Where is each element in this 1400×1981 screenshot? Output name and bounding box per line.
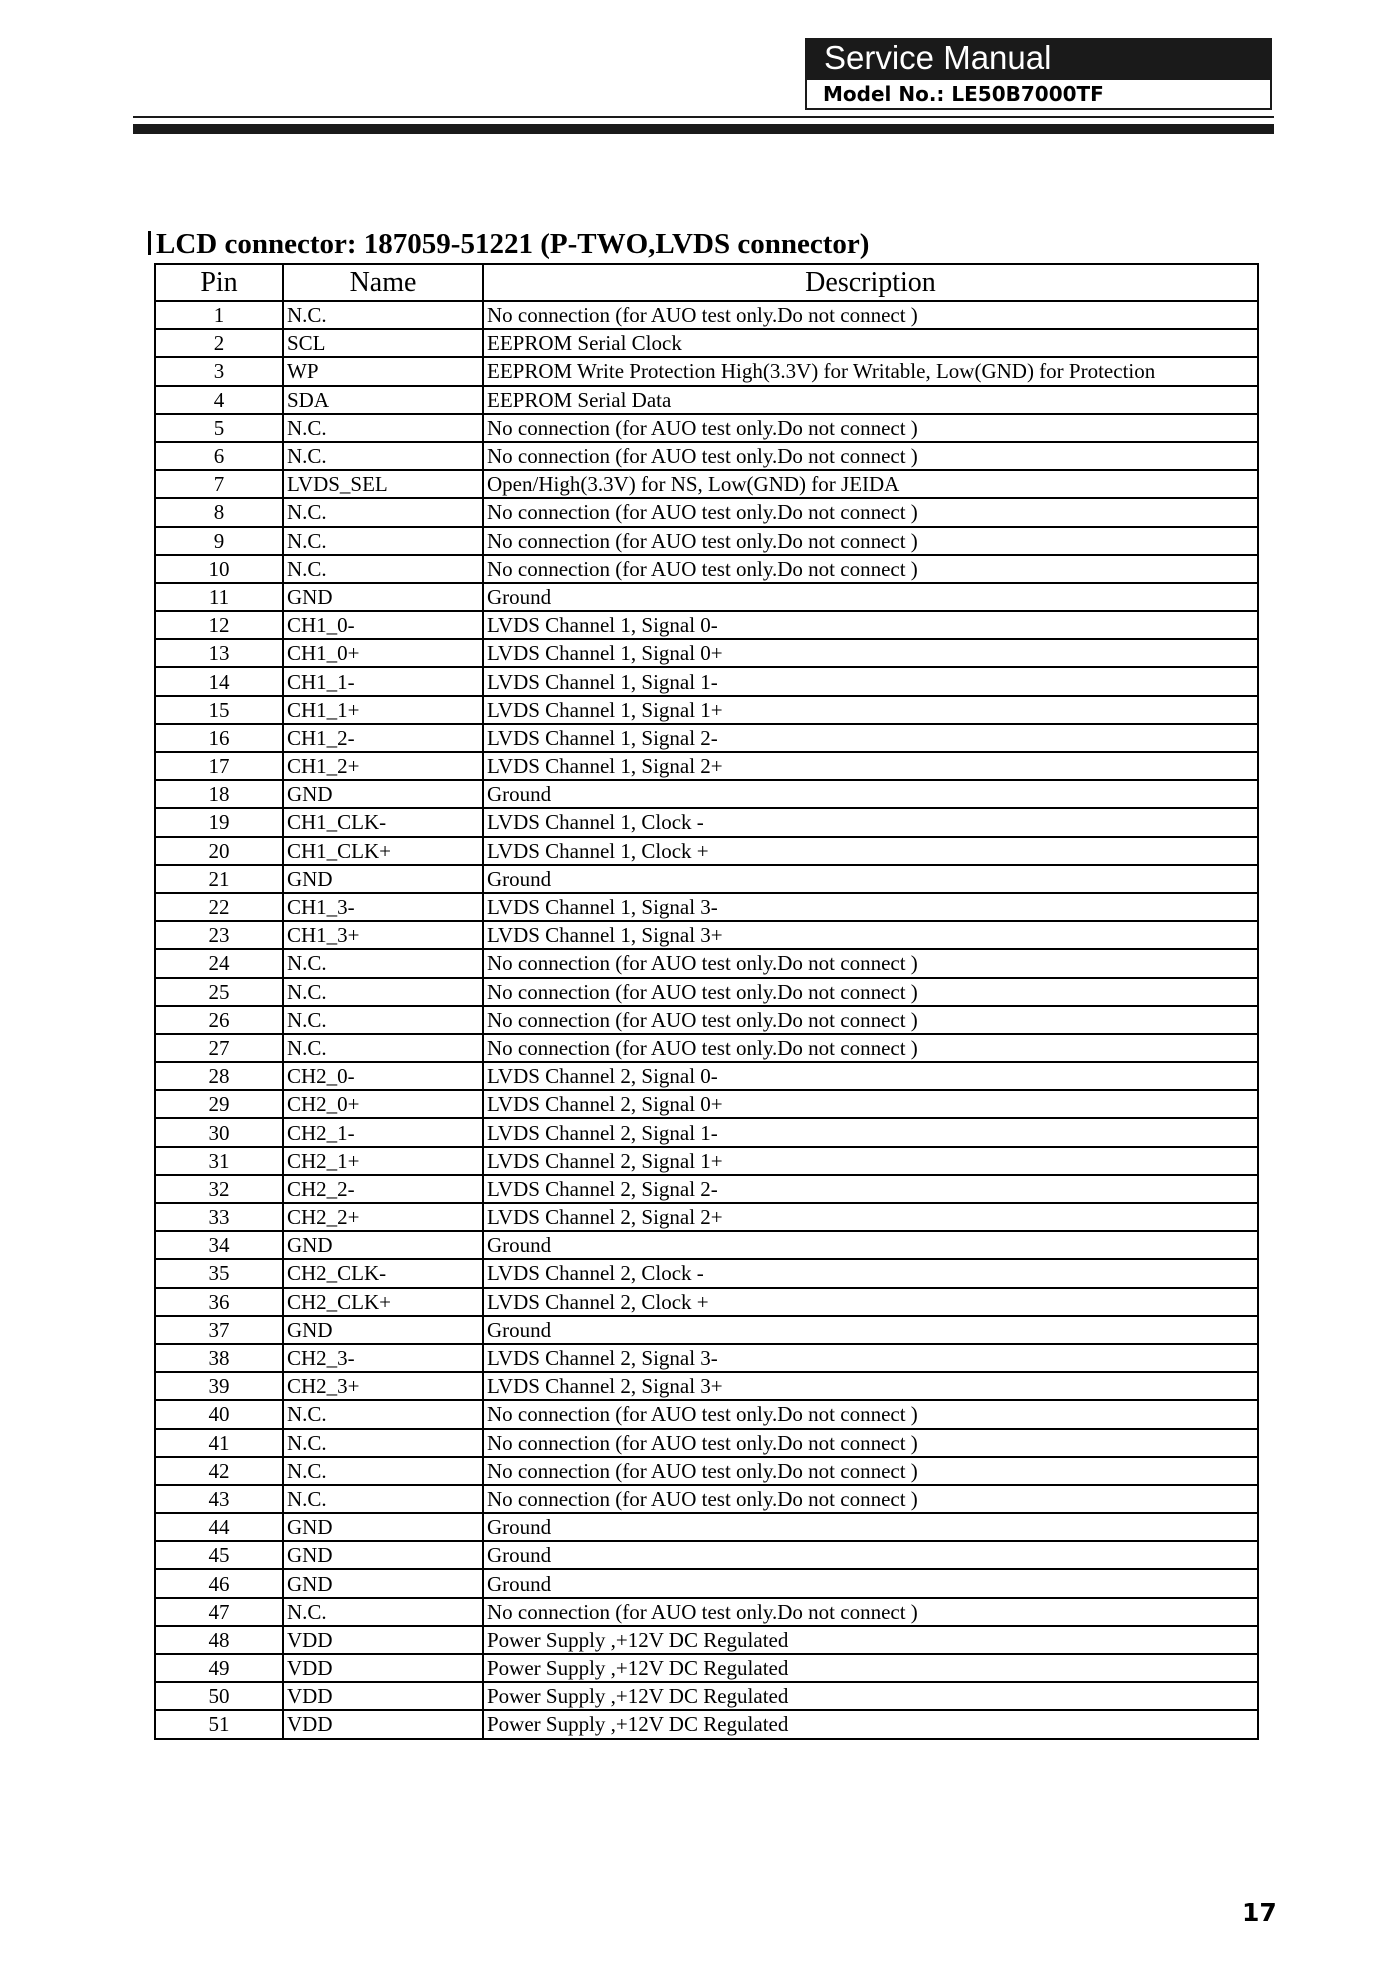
pin-description-cell: No connection (for AUO test only.Do not connect )	[483, 1006, 1258, 1034]
pin-description-cell: LVDS Channel 2, Signal 1-	[483, 1118, 1258, 1146]
table-row	[155, 1513, 1258, 1541]
table-row	[155, 1457, 1258, 1485]
table-row	[155, 1118, 1258, 1146]
pin-name-cell: N.C.	[283, 1485, 483, 1513]
pin-name-cell: N.C.	[283, 414, 483, 442]
pin-description-cell: No connection (for AUO test only.Do not connect )	[483, 978, 1258, 1006]
pin-name-cell: GND	[283, 1316, 483, 1344]
pin-number-cell: 24	[155, 949, 283, 977]
table-row	[155, 1569, 1258, 1597]
table-row	[155, 1429, 1258, 1457]
table-row	[155, 978, 1258, 1006]
table-row	[155, 583, 1258, 611]
table-row	[155, 1090, 1258, 1118]
table-row	[155, 1710, 1258, 1738]
pin-name-cell: GND	[283, 583, 483, 611]
pin-name-cell: CH2_1-	[283, 1118, 483, 1146]
pin-description-cell: EEPROM Write Protection High(3.3V) for Writable, Low(GND) for Protection	[483, 357, 1258, 385]
pin-number-cell: 49	[155, 1654, 283, 1682]
pin-name-cell: CH2_2+	[283, 1203, 483, 1231]
table-row	[155, 780, 1258, 808]
pin-number-cell: 31	[155, 1147, 283, 1175]
pin-number-cell: 9	[155, 527, 283, 555]
pin-name-cell: N.C.	[283, 949, 483, 977]
pin-description-cell: LVDS Channel 2, Signal 2-	[483, 1175, 1258, 1203]
pin-number-cell: 29	[155, 1090, 283, 1118]
table-row	[155, 1316, 1258, 1344]
pin-number-cell: 25	[155, 978, 283, 1006]
model-number: Model No.: LE50B7000TF	[805, 78, 1272, 110]
pin-number-cell: 15	[155, 696, 283, 724]
table-row	[155, 555, 1258, 583]
table-row	[155, 1654, 1258, 1682]
pin-number-cell: 28	[155, 1062, 283, 1090]
pin-name-cell: VDD	[283, 1654, 483, 1682]
pin-description-cell: LVDS Channel 2, Clock -	[483, 1259, 1258, 1287]
pin-name-cell: CH2_0+	[283, 1090, 483, 1118]
pin-description-cell: LVDS Channel 2, Signal 0+	[483, 1090, 1258, 1118]
pin-description-cell: No connection (for AUO test only.Do not connect )	[483, 498, 1258, 526]
pin-description-cell: No connection (for AUO test only.Do not connect )	[483, 1429, 1258, 1457]
pin-name-cell: VDD	[283, 1710, 483, 1738]
pin-name-cell: GND	[283, 1513, 483, 1541]
pin-number-cell: 32	[155, 1175, 283, 1203]
pin-name-cell: CH2_3+	[283, 1372, 483, 1400]
pin-name-cell: N.C.	[283, 1006, 483, 1034]
table-row	[155, 1034, 1258, 1062]
pin-description-cell: LVDS Channel 2, Signal 3-	[483, 1344, 1258, 1372]
pin-name-cell: CH2_0-	[283, 1062, 483, 1090]
table-row	[155, 1006, 1258, 1034]
pin-description-cell: No connection (for AUO test only.Do not connect )	[483, 555, 1258, 583]
table-title	[148, 228, 869, 261]
pin-description-cell: LVDS Channel 2, Signal 3+	[483, 1372, 1258, 1400]
pin-name-cell: CH1_1+	[283, 696, 483, 724]
pin-name-cell: N.C.	[283, 1034, 483, 1062]
table-row	[155, 724, 1258, 752]
pin-name-cell: N.C.	[283, 978, 483, 1006]
pin-description-cell: No connection (for AUO test only.Do not connect )	[483, 1400, 1258, 1428]
pin-number-cell: 44	[155, 1513, 283, 1541]
pin-number-cell: 16	[155, 724, 283, 752]
table-row	[155, 667, 1258, 695]
pin-description-cell: No connection (for AUO test only.Do not connect )	[483, 527, 1258, 555]
table-row	[155, 1598, 1258, 1626]
pin-name-cell: SDA	[283, 386, 483, 414]
pin-name-cell: GND	[283, 1541, 483, 1569]
pin-number-cell: 38	[155, 1344, 283, 1372]
pin-description-cell: EEPROM Serial Data	[483, 386, 1258, 414]
pin-name-cell: N.C.	[283, 498, 483, 526]
pin-description-cell: LVDS Channel 1, Signal 3+	[483, 921, 1258, 949]
pin-number-cell: 27	[155, 1034, 283, 1062]
pin-name-cell: CH2_3-	[283, 1344, 483, 1372]
pin-name-cell: CH1_1-	[283, 667, 483, 695]
pin-number-cell: 43	[155, 1485, 283, 1513]
pin-description-cell: LVDS Channel 1, Clock -	[483, 808, 1258, 836]
pin-number-cell: 40	[155, 1400, 283, 1428]
pin-description-cell: No connection (for AUO test only.Do not connect )	[483, 1034, 1258, 1062]
pin-number-cell: 34	[155, 1231, 283, 1259]
pin-number-cell: 46	[155, 1569, 283, 1597]
pin-name-cell: VDD	[283, 1682, 483, 1710]
table-row	[155, 1147, 1258, 1175]
pin-name-cell: GND	[283, 1569, 483, 1597]
pin-name-cell: CH1_CLK-	[283, 808, 483, 836]
pin-number-cell: 1	[155, 301, 283, 329]
pin-number-cell: 33	[155, 1203, 283, 1231]
pin-number-cell: 6	[155, 442, 283, 470]
pin-description-cell: Open/High(3.3V) for NS, Low(GND) for JEIDA	[483, 470, 1258, 498]
pin-description-cell: EEPROM Serial Clock	[483, 329, 1258, 357]
pin-number-cell: 10	[155, 555, 283, 583]
pin-number-cell: 7	[155, 470, 283, 498]
pin-number-cell: 41	[155, 1429, 283, 1457]
pin-description-cell: No connection (for AUO test only.Do not connect )	[483, 949, 1258, 977]
bullet-mark	[148, 231, 151, 255]
pin-number-cell: 17	[155, 752, 283, 780]
pin-description-cell: Ground	[483, 1513, 1258, 1541]
manual-title: Service Manual	[805, 38, 1272, 78]
pin-table-body	[155, 301, 1258, 1739]
pin-number-cell: 26	[155, 1006, 283, 1034]
table-row	[155, 1344, 1258, 1372]
table-row	[155, 329, 1258, 357]
table-title-text: LCD connector: 187059-51221 (P-TWO,LVDS connector)	[156, 228, 870, 260]
pin-name-cell: N.C.	[283, 527, 483, 555]
pin-name-cell: CH1_0-	[283, 611, 483, 639]
pin-name-cell: N.C.	[283, 1400, 483, 1428]
pin-number-cell: 51	[155, 1710, 283, 1738]
pin-number-cell: 23	[155, 921, 283, 949]
table-row	[155, 301, 1258, 329]
pin-number-cell: 19	[155, 808, 283, 836]
table-row	[155, 949, 1258, 977]
pin-name-cell: N.C.	[283, 442, 483, 470]
pin-description-cell: No connection (for AUO test only.Do not connect )	[483, 414, 1258, 442]
page-number: 17	[1242, 1898, 1277, 1927]
pin-description-cell: Power Supply ,+12V DC Regulated	[483, 1710, 1258, 1738]
pin-name-cell: CH1_3-	[283, 893, 483, 921]
header-rule-thin	[133, 116, 1274, 118]
pin-number-cell: 14	[155, 667, 283, 695]
pin-number-cell: 2	[155, 329, 283, 357]
table-row	[155, 1175, 1258, 1203]
pin-name-cell: N.C.	[283, 1457, 483, 1485]
pin-number-cell: 4	[155, 386, 283, 414]
header-rule-thick	[133, 124, 1274, 134]
table-header-row	[155, 264, 1258, 301]
table-row	[155, 865, 1258, 893]
pin-number-cell: 20	[155, 837, 283, 865]
pin-number-cell: 5	[155, 414, 283, 442]
pin-description-cell: No connection (for AUO test only.Do not connect )	[483, 301, 1258, 329]
pin-number-cell: 18	[155, 780, 283, 808]
pin-description-cell: LVDS Channel 1, Signal 2+	[483, 752, 1258, 780]
table-row	[155, 1485, 1258, 1513]
pin-description-cell: LVDS Channel 2, Clock +	[483, 1288, 1258, 1316]
pin-description-cell: No connection (for AUO test only.Do not connect )	[483, 1598, 1258, 1626]
pin-number-cell: 50	[155, 1682, 283, 1710]
pin-name-cell: CH2_CLK-	[283, 1259, 483, 1287]
pin-description-cell: LVDS Channel 1, Clock +	[483, 837, 1258, 865]
pin-name-cell: CH2_1+	[283, 1147, 483, 1175]
table-row	[155, 1062, 1258, 1090]
pin-description-cell: No connection (for AUO test only.Do not connect )	[483, 442, 1258, 470]
pin-name-cell: CH1_2+	[283, 752, 483, 780]
table-row	[155, 1682, 1258, 1710]
pin-name-cell: LVDS_SEL	[283, 470, 483, 498]
table-row	[155, 1626, 1258, 1654]
pin-description-cell: No connection (for AUO test only.Do not connect )	[483, 1485, 1258, 1513]
pin-description-cell: LVDS Channel 2, Signal 2+	[483, 1203, 1258, 1231]
table-row	[155, 1259, 1258, 1287]
pin-name-cell: CH1_CLK+	[283, 837, 483, 865]
pin-name-cell: CH2_CLK+	[283, 1288, 483, 1316]
pin-name-cell: GND	[283, 1231, 483, 1259]
pin-number-cell: 45	[155, 1541, 283, 1569]
pin-number-cell: 13	[155, 639, 283, 667]
table-row	[155, 639, 1258, 667]
pin-name-cell: CH1_2-	[283, 724, 483, 752]
table-row	[155, 1372, 1258, 1400]
pin-description-cell: LVDS Channel 2, Signal 0-	[483, 1062, 1258, 1090]
pin-number-cell: 8	[155, 498, 283, 526]
pin-name-cell: CH1_3+	[283, 921, 483, 949]
table-row	[155, 442, 1258, 470]
table-row	[155, 1400, 1258, 1428]
pin-number-cell: 35	[155, 1259, 283, 1287]
table-row	[155, 921, 1258, 949]
pin-name-cell: CH2_2-	[283, 1175, 483, 1203]
pin-description-cell: LVDS Channel 1, Signal 0-	[483, 611, 1258, 639]
pin-description-cell: Ground	[483, 865, 1258, 893]
table-row	[155, 527, 1258, 555]
pin-number-cell: 12	[155, 611, 283, 639]
table-row	[155, 357, 1258, 385]
pin-description-cell: LVDS Channel 1, Signal 0+	[483, 639, 1258, 667]
pin-name-cell: SCL	[283, 329, 483, 357]
table-row	[155, 1203, 1258, 1231]
table-row	[155, 1231, 1258, 1259]
pin-name-cell: N.C.	[283, 1598, 483, 1626]
pin-name-cell: WP	[283, 357, 483, 385]
table-row	[155, 611, 1258, 639]
pin-description-cell: LVDS Channel 1, Signal 1+	[483, 696, 1258, 724]
pin-description-cell: Ground	[483, 1569, 1258, 1597]
table-row	[155, 1541, 1258, 1569]
pin-name-cell: GND	[283, 780, 483, 808]
pin-description-cell: Ground	[483, 1231, 1258, 1259]
pin-description-cell: Power Supply ,+12V DC Regulated	[483, 1626, 1258, 1654]
pin-name-cell: N.C.	[283, 1429, 483, 1457]
table-row	[155, 498, 1258, 526]
table-row	[155, 414, 1258, 442]
pin-description-cell: Ground	[483, 1541, 1258, 1569]
column-header-description: Description	[483, 264, 1258, 301]
pin-number-cell: 47	[155, 1598, 283, 1626]
pin-description-cell: Ground	[483, 583, 1258, 611]
pin-description-cell: LVDS Channel 1, Signal 1-	[483, 667, 1258, 695]
pin-number-cell: 42	[155, 1457, 283, 1485]
pin-number-cell: 39	[155, 1372, 283, 1400]
pin-number-cell: 22	[155, 893, 283, 921]
pin-name-cell: GND	[283, 865, 483, 893]
table-row	[155, 470, 1258, 498]
pin-description-cell: Ground	[483, 780, 1258, 808]
pin-number-cell: 11	[155, 583, 283, 611]
pin-name-cell: N.C.	[283, 301, 483, 329]
column-header-name: Name	[283, 264, 483, 301]
pin-table	[154, 263, 1259, 1740]
table-row	[155, 752, 1258, 780]
column-header-pin: Pin	[155, 264, 283, 301]
pin-number-cell: 48	[155, 1626, 283, 1654]
pin-description-cell: LVDS Channel 1, Signal 2-	[483, 724, 1258, 752]
pin-number-cell: 37	[155, 1316, 283, 1344]
pin-name-cell: N.C.	[283, 555, 483, 583]
pin-number-cell: 36	[155, 1288, 283, 1316]
pin-description-cell: Ground	[483, 1316, 1258, 1344]
table-row	[155, 1288, 1258, 1316]
pin-name-cell: VDD	[283, 1626, 483, 1654]
pin-description-cell: Power Supply ,+12V DC Regulated	[483, 1654, 1258, 1682]
pin-number-cell: 30	[155, 1118, 283, 1146]
table-row	[155, 837, 1258, 865]
table-row	[155, 696, 1258, 724]
pin-description-cell: No connection (for AUO test only.Do not connect )	[483, 1457, 1258, 1485]
pin-number-cell: 21	[155, 865, 283, 893]
pin-description-cell: LVDS Channel 1, Signal 3-	[483, 893, 1258, 921]
table-row	[155, 386, 1258, 414]
table-row	[155, 893, 1258, 921]
table-row	[155, 808, 1258, 836]
pin-name-cell: CH1_0+	[283, 639, 483, 667]
pin-number-cell: 3	[155, 357, 283, 385]
pin-description-cell: Power Supply ,+12V DC Regulated	[483, 1682, 1258, 1710]
pin-description-cell: LVDS Channel 2, Signal 1+	[483, 1147, 1258, 1175]
